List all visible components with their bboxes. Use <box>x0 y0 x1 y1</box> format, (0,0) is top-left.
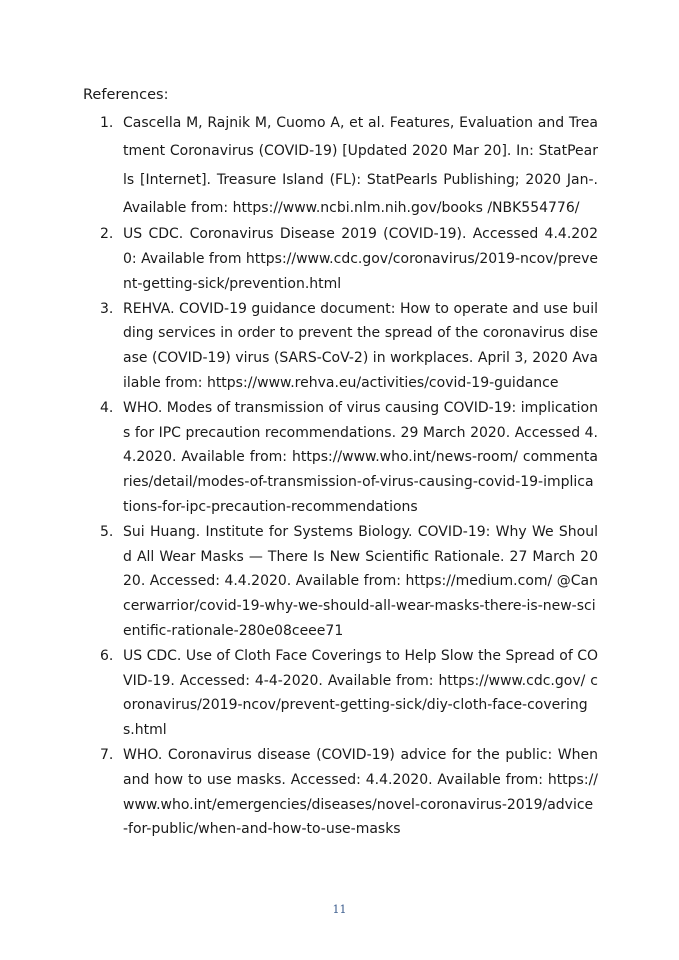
reference-text: Sui Huang. Institute for Systems Biology. COVID-19: Why We Should All Wear Masks — There Is New Scientific Rationale. 27 March 2020. Accessed: 4.4.2020. Available from: https://medium.com/ @Cancerwarrior/covid-19-why-we-should-all-wear-masks-there-is-new-scientific-rationale-280e08ceee71 <box>123 523 598 639</box>
references-heading: References: <box>83 87 169 103</box>
reference-text: Cascella M, Rajnik M, Cuomo A, et al. Features, Evaluation and Treatment Coronavirus (COVID-19) [Updated 2020 Mar 20]. In: StatPearls [Internet]. Treasure Island (FL): StatPearls Publishing; 2020 Jan-. Available from: https://www.ncbi.nlm.nih.gov/books /NBK554776/ <box>123 115 598 216</box>
reference-item <box>100 644 598 743</box>
reference-item <box>100 743 598 842</box>
reference-number: 7. <box>100 746 114 763</box>
reference-item <box>100 297 598 396</box>
reference-text: US CDC. Use of Cloth Face Coverings to Help Slow the Spread of COVID-19. Accessed: 4-4-2020. Available from: https://www.cdc.gov/ coronavirus/2019-ncov/prevent-getting-sick/diy-cloth-face-coverings.html <box>123 647 598 739</box>
references-list <box>100 109 598 842</box>
reference-number: 3. <box>100 300 114 317</box>
reference-text: REHVA. COVID-19 guidance document: How to operate and use building services in order to prevent the spread of the coronavirus disease (COVID-19) virus (SARS-CoV-2) in workplaces. April 3, 2020 Available from: https://www.rehva.eu/activities/covid-19-guidance <box>123 300 598 391</box>
reference-item <box>100 396 598 520</box>
page-number: 11 <box>332 903 347 916</box>
reference-item <box>100 520 598 644</box>
reference-number: 2. <box>100 226 114 243</box>
reference-number: 5. <box>100 523 114 540</box>
reference-item <box>100 222 598 296</box>
reference-number: 1. <box>100 115 114 131</box>
reference-text: US CDC. Coronavirus Disease 2019 (COVID-19). Accessed 4.4.2020: Available from https://www.cdc.gov/coronavirus/2019-ncov/prevent-getting-sick/prevention.html <box>123 226 599 292</box>
reference-number: 6. <box>100 647 114 664</box>
reference-number: 4. <box>100 399 114 416</box>
reference-text: WHO. Coronavirus disease (COVID-19) advice for the public: When and how to use masks. Accessed: 4.4.2020. Available from: https://www.who.int/emergencies/diseases/novel-coronavirus-2019/advice-for-public/when-and-how-to-use-masks <box>123 746 598 838</box>
reference-text: WHO. Modes of transmission of virus causing COVID-19: implications for IPC precaution recommendations. 29 March 2020. Accessed 4.4.2020. Available from: https://www.who.int/news-room/ commentaries/detail/modes-of-transmission-of-virus-causing-covid-19-implications-for-ipc-precaution-recommendations <box>123 399 598 515</box>
reference-item <box>100 109 598 222</box>
